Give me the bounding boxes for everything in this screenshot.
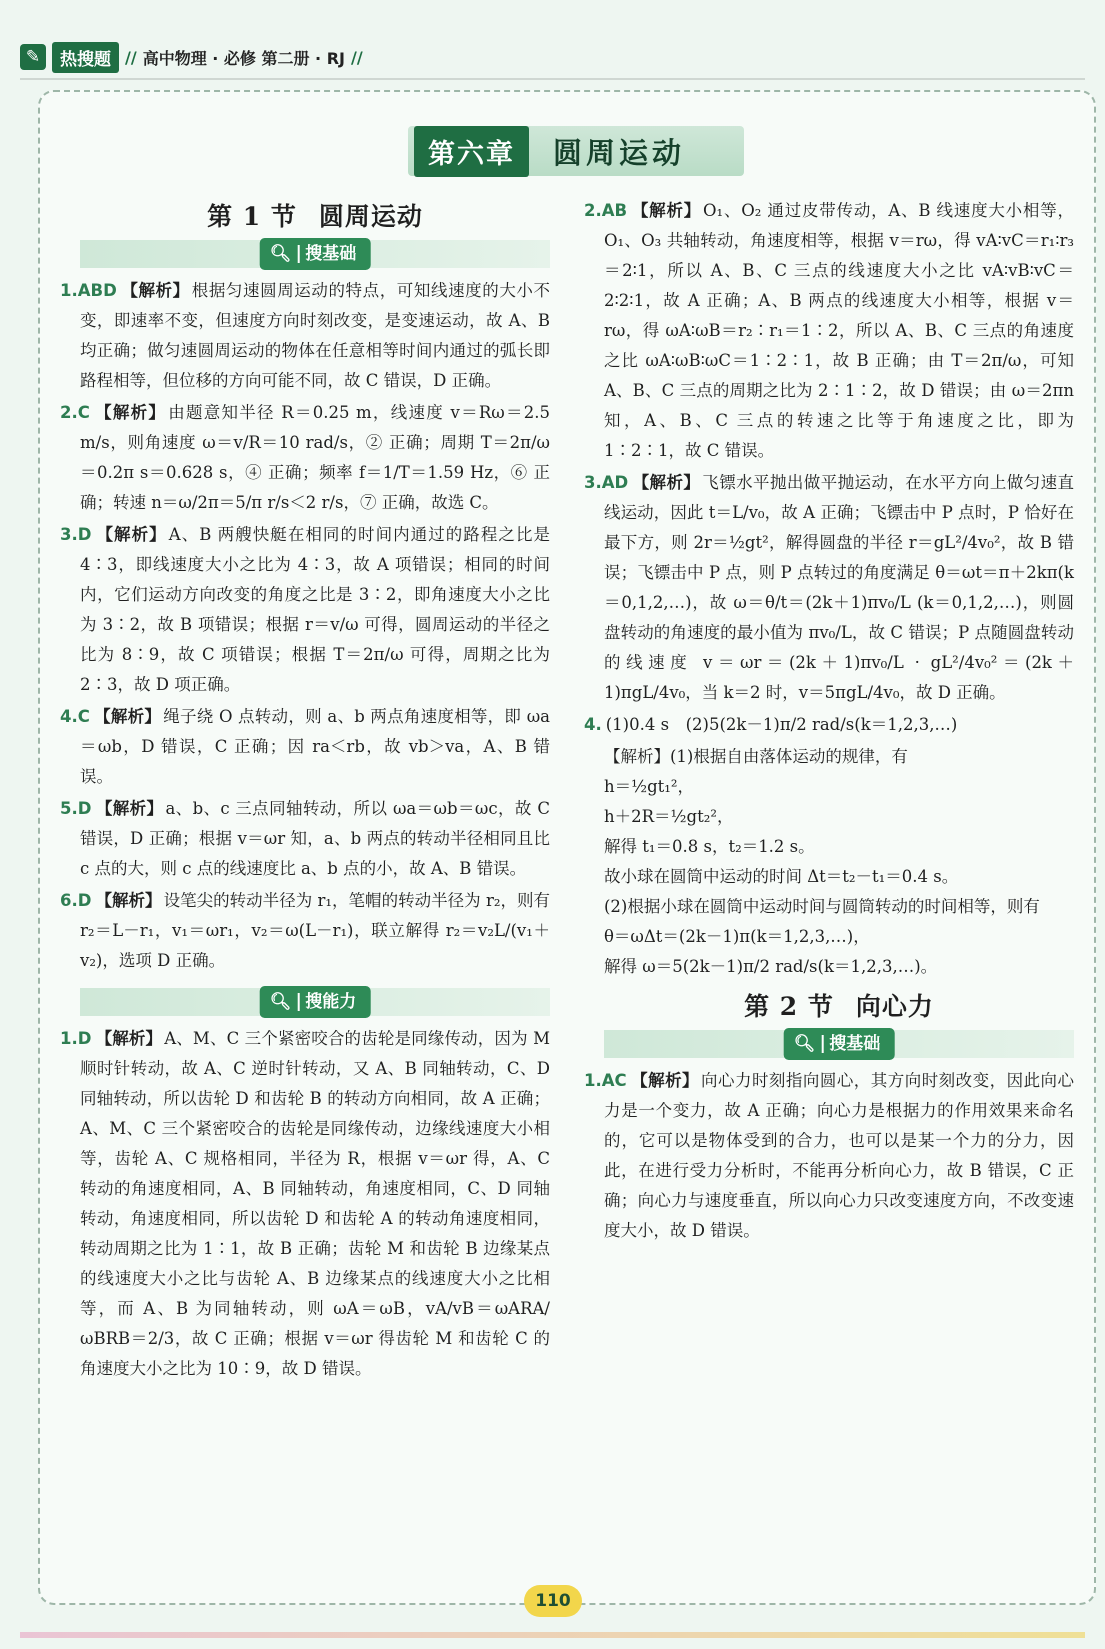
search-icon: 🔍︎: [269, 992, 292, 1012]
course-title: 高中物理 · 必修 第二册 · RJ: [142, 48, 345, 68]
section-title: 第 1 节 圆周运动: [207, 202, 423, 231]
answer-item: 4.C 【解析】 绳子绕 O 点转动，则 a、b 两点角速度相等，即 ωa＝ωb，D 错误，C 正确；因 ra＜rb，故 vb＞va，A、B 错误。: [60, 707, 550, 786]
badge-row: [604, 1030, 1074, 1058]
search-icon: 🔍︎: [269, 244, 292, 264]
basic-badge: 🔍︎ 搜基础: [260, 238, 371, 270]
solution-line: h＋2R＝½gt₂²，: [604, 807, 734, 826]
solution-line: h＝½gt₁²，: [604, 777, 695, 796]
answer-item: 4. (1)0.4 s (2)5(2k－1)π/2 rad/s(k＝1,2,3,…): [584, 715, 958, 734]
answer-item: 2.AB 【解析】 O₁、O₂ 通过皮带传动，A、B 线速度大小相等，O₁、O₃ 共轴转动，角速度相等，根据 v＝rω，得 vA∶vC＝r₁∶r₃＝2∶1，所以 A、B、C 三点的线速度大小之比 vA∶vB∶vC＝2∶2∶1，故 A 正确；A、B 两点的线速度大小相等，根据 v＝rω，得 ωA∶ωB＝r₂∶r₁＝1∶2，所以 A、B、C 三点的角速度之比 ωA∶ωB∶ωC＝1∶2∶1，故 B 正确；由 T＝2π/ω，可知 A、B、C 三点的周期之比为 2∶1∶2，故 D 错误；由 ω＝2πn 知，A、B、C 三点的转速之比等于角速度之比，即为 1∶2∶1，故 C 错误。: [584, 201, 1074, 460]
search-icon: 🔍︎: [793, 1034, 816, 1054]
chapter-banner: [408, 126, 744, 176]
solution-line: 解得 ω＝5(2k－1)π/2 rad/s(k＝1,2,3,…)。: [604, 957, 938, 976]
header-rule: [20, 78, 1085, 80]
answer-item: 2.C 【解析】 由题意知半径 R＝0.25 m，线速度 v＝Rω＝2.5 m/s，则角速度 ω＝v/R＝10 rad/s，② 正确；周期 T＝2π/ω＝0.2π s＝0.628 s，④ 正确；频率 f＝1/T＝1.59 Hz，⑥ 正确；转速 n＝ω/2π＝5/π r/s＜2 r/s，⑦ 正确，故选 C。: [60, 403, 551, 512]
answer-item: 5.D 【解析】 a、b、c 三点同轴转动，所以 ωa＝ωb＝ωc，故 C 错误，D 正确；根据 v＝ωr 知，a、b 两点的转动半径相同且比 c 点的大，则 c 点的线速度比 a、b 点的小，故 A、B 错误。: [60, 799, 551, 878]
solution-line: θ＝ωΔt＝(2k－1)π(k＝1,2,3,…)，: [604, 927, 870, 946]
header-bar: [20, 40, 363, 74]
solution-line: 【解析】(1)根据自由落体运动的规律，有: [604, 747, 908, 766]
answer-item: 3.D 【解析】 A、B 两艘快艇在相同的时间内通过的路程之比是 4∶3，即线速度大小之比为 4∶3，故 A 项错误；相同的时间内，它们运动方向改变的角度之比是 3∶2，即角速度大小之比为 3∶2，故 B 项错误；根据 r＝v/ω 可得，圆周运动的半径之比为 8∶9，故 C 项错误；根据 T＝2π/ω 可得，周期之比为 2∶3，故 D 项正确。: [60, 525, 550, 694]
ability-badge: 🔍︎ 搜能力: [260, 986, 371, 1018]
chapter-name: 圆周运动: [553, 135, 686, 170]
solution-line: 故小球在圆筒中运动的时间 Δt＝t₂－t₁＝0.4 s。: [604, 867, 959, 886]
divider-slash: //: [350, 47, 363, 67]
left-column: [60, 196, 551, 1386]
solution-line: (2)根据小球在圆筒中运动时间与圆筒转动的时间相等，则有: [604, 897, 1040, 916]
answer-item: 6.D 【解析】 设笔尖的转动半径为 r₁，笔帽的转动半径为 r₂，则有 r₂＝L－r₁，v₁＝ωr₁，v₂＝ω(L－r₁)，联立解得 r₂＝v₂L/(v₁＋v₂)，选项 D 正确。: [60, 891, 551, 970]
badge-row: [80, 240, 550, 268]
page-number: 110: [524, 1585, 582, 1617]
answer-item: 1.AC 【解析】 向心力时刻指向圆心，其方向时刻改变，因此向心力是一个变力，故 A 正确；向心力是根据力的作用效果来命名的，它可以是物体受到的合力，也可以是某一个力的分力，因此，在进行受力分析时，不能再分析向心力，故 B 错误，C 正确；向心力与速度垂直，所以向心力只改变速度方向，不改变速度大小，故 D 错误。: [584, 1071, 1075, 1240]
footer-rule: [20, 1632, 1085, 1638]
section-title: 第 2 节 向心力: [744, 992, 934, 1021]
basic-badge: 🔍︎ 搜基础: [784, 1028, 895, 1060]
answer-item: 1.ABD 【解析】 根据匀速圆周运动的特点，可知线速度的大小不变，即速率不变，但速度方向时刻改变，是变速运动，故 A、B 均正确；做匀速圆周运动的物体在任意相等时间内通过的弧长即路程相等，但位移的方向可能不同，故 C 错误，D 正确。: [60, 281, 551, 390]
right-column: [584, 196, 1075, 1248]
answer-item: 3.AD 【解析】 飞镖水平抛出做平抛运动，在水平方向上做匀速直线运动，因此 t＝L/v₀，故 A 正确；飞镖击中 P 点时，P 恰好在最下方，则 2r＝½gt²，解得圆盘的半径 r＝gL²/4v₀²，故 B 错误；飞镖击中 P 点，则 P 点转过的角度满足 θ＝ωt＝π＋2kπ(k＝0,1,2,…)，故 ω＝θ/t＝(2k＋1)πv₀/L (k＝0,1,2,…)，则圆盘转动的角速度的最小值为 πv₀/L，故 C 错误；P 点随圆盘转动的线速度 v＝ωr＝(2k＋1)πv₀/L · gL²/4v₀²＝(2k＋1)πgL/4v₀，当 k＝2 时，v＝5πgL/4v₀，故 D 正确。: [584, 473, 1075, 702]
brand-label: 热搜题: [52, 42, 119, 73]
badge-row: [80, 988, 550, 1016]
divider-slash: //: [125, 47, 137, 67]
chapter-number: 第六章: [414, 126, 529, 177]
solution-line: 解得 t₁＝0.8 s，t₂＝1.2 s。: [604, 837, 815, 856]
answer-item: 1.D 【解析】 A、M、C 三个紧密咬合的齿轮是同缘传动，因为 M 顺时针转动，故 A、C 逆时针转动，又 A、B 同轴转动，C、D 同轴转动，所以齿轮 D 和齿轮 B 的转动方向相同，故 A 正确；A、M、C 三个紧密咬合的齿轮是同缘传动，边缘线速度大小相等，齿轮 A、C 规格相同，半径为 R，根据 v＝ωr 得，A、C 转动的角速度相同，A、B 同轴转动，角速度相同，C、D 同轴转动，角速度相同，所以齿轮 D 和齿轮 A 的转动角速度相同，转动周期之比为 1∶1，故 B 正确；齿轮 M 和齿轮 B 边缘某点的线速度大小之比与齿轮 A、B 边缘某点的线速度大小之比相等，而 A、B 为同轴转动，则 ωA＝ωB，vA/vB＝ωARA/ωBRB＝2/3，故 C 正确；根据 v＝ωr 得齿轮 M 和齿轮 C 的角速度大小之比为 10∶9，故 D 错误。: [60, 1029, 551, 1378]
edit-icon: ✎: [20, 44, 46, 70]
